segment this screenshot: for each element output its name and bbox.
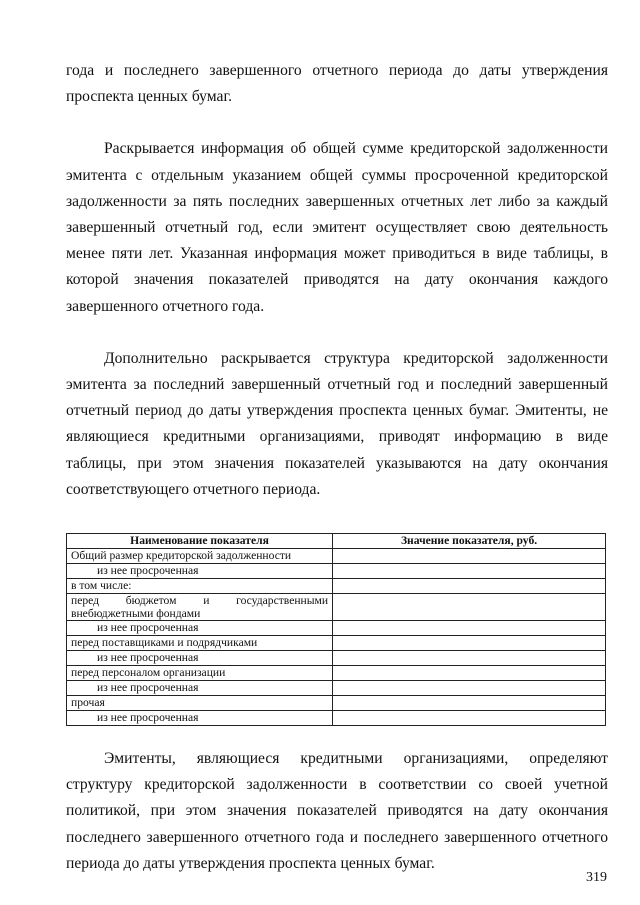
row-value [333,636,606,651]
paragraph-1: года и последнего завершенного отчетного периода до даты утверждения проспекта ценных бумаг. [66,62,608,106]
document-page [66,58,608,877]
header-indicator-name: Наименование показателя [67,534,333,549]
paragraph-3: Дополнительно раскрывается структура кредиторской задолженности эмитента за последний завершенный отчетный год и последний завершенный отчетный период до даты утверждения проспекта ценных бумаг. Эмитенты, не являющиеся кредитными организациями, приводят информацию в виде таблицы, при этом значения показателей указываются на дату окончания соответствующего отчетного периода. [66,349,608,498]
table-row [67,594,606,621]
row-label: перед поставщиками и подрядчиками [67,636,333,651]
table-row [67,651,606,666]
row-label: перед персоналом организации [67,666,333,681]
row-value [333,666,606,681]
table-row [67,564,606,579]
row-label: из нее просроченная [67,651,333,666]
table-row [67,621,606,636]
table-row [67,696,606,711]
paragraph-2: Раскрывается информация об общей сумме кредиторской задолженности эмитента с отдельным указанием общей суммы просроченной кредиторской задолженности за пять последних завершенных отчетных лет либо за каждый завершенный отчетный год, если эмитент осуществляет свою деятельность менее пяти лет. Указанная информация может приводиться в виде таблицы, в которой значения показателей приводятся на дату окончания каждого завершенного отчетного года. [66,140,608,315]
row-value [333,711,606,726]
creditor-debt-table [66,533,606,726]
row-label: Общий размер кредиторской задолженности [67,549,333,564]
header-indicator-value: Значение показателя, руб. [333,534,606,549]
row-value [333,594,606,621]
paragraph-4: Эмитенты, являющиеся кредитными организациями, определяют структуру кредиторской задолженности в соответствии со своей учетной политикой, при этом значения показателей приводятся на дату окончания последнего завершенного отчетного года и последнего завершенного отчетного периода до даты утверждения проспекта ценных бумаг. [66,750,608,872]
row-label: перед бюджетом и государственными внебюджетными фондами [67,594,333,621]
page-number: 319 [586,870,607,885]
row-label: из нее просроченная [67,564,333,579]
row-value [333,579,606,594]
row-value [333,549,606,564]
row-value [333,651,606,666]
row-label: из нее просроченная [67,621,333,636]
table-header-row [67,534,606,549]
row-label: из нее просроченная [67,711,333,726]
row-label: в том числе: [67,579,333,594]
row-value [333,681,606,696]
table-row [67,711,606,726]
table-row [67,666,606,681]
table-row [67,579,606,594]
row-label: прочая [67,696,333,711]
table-row [67,636,606,651]
row-value [333,621,606,636]
row-label: из нее просроченная [67,681,333,696]
table-row [67,549,606,564]
row-value [333,696,606,711]
row-value [333,564,606,579]
table-row [67,681,606,696]
